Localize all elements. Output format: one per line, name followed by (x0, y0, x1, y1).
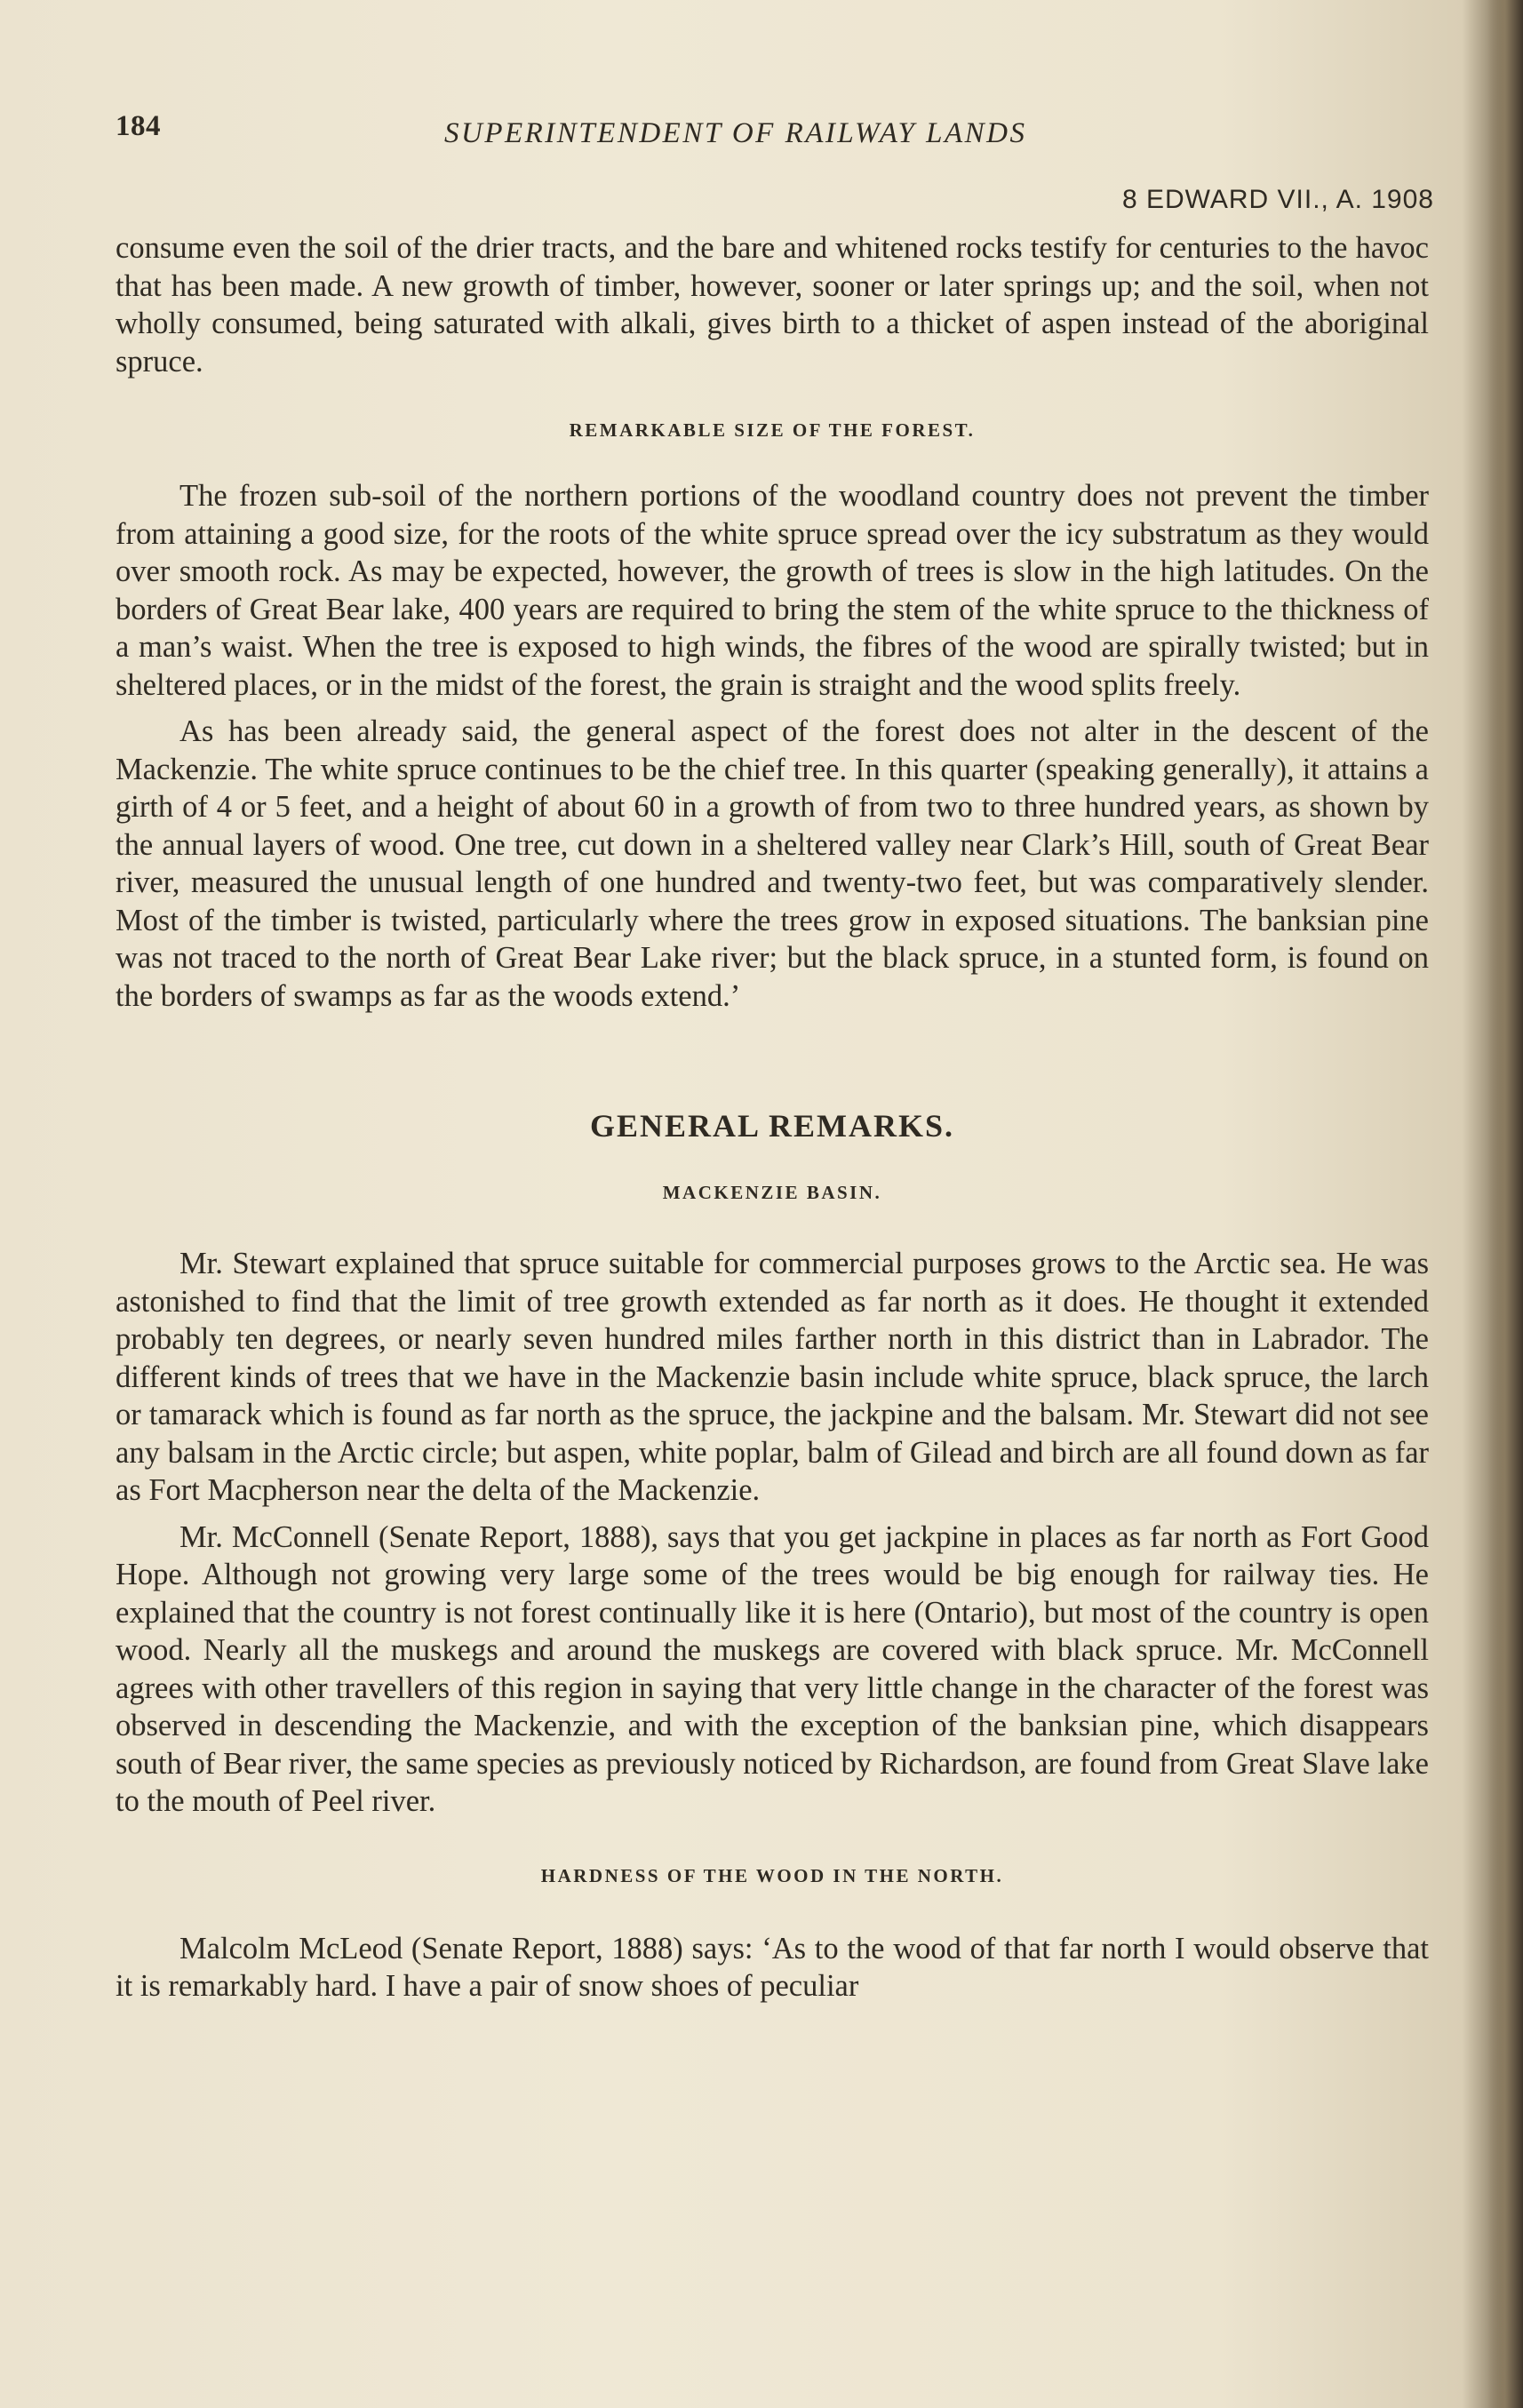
subheading-mackenzie-basin: MACKENZIE BASIN. (662, 1182, 882, 1203)
paragraph-aspen-growth: consume even the soil of the drier tracts, and the bare and whitened rocks testify for centuries to the havoc that has been made. A new growth of timber, however, sooner or later springs up; and the soil, when not wholly consumed, being saturated with alkali, gives birth to a thicket of aspen instead of the aboriginal spruce. (116, 231, 1429, 379)
running-title: SUPERINTENDENT OF RAILWAY LANDS (444, 117, 1027, 149)
section-heading-general-remarks: GENERAL REMARKS. (589, 1108, 955, 1144)
paragraph-stewart: Mr. Stewart explained that spruce suitable for commercial purposes grows to the Arctic sea. He was astonished to find that the limit of tree growth extended as far north as it does. He thought it extended probably ten degrees, or nearly seven hundred miles farther north in this district than in Labrador. The different kinds of trees that we have in the Mackenzie basin include white spruce, black spruce, the larch or tamarack which is found as far north as the spruce, the jackpine and the balsam. Mr. Stewart did not see any balsam in the Arctic circle; but aspen, white poplar, balm of Gilead and birch are all found down as far as Fort Macpherson near the delta of the Mackenzie. (116, 1247, 1429, 1507)
paragraph-mcleod: Malcolm McLeod (Senate Report, 1888) says: ‘As to the wood of that far north I would observe that it is remarkably hard. I have a pair of snow shoes of peculiar (116, 1931, 1429, 2003)
paragraph-frozen-subsoil: The frozen sub-soil of the northern portions of the woodland country does not prevent the timber from attaining a good size, for the roots of the white spruce spread over the icy substratum as they would over smooth rock. As may be expected, however, the growth of trees is slow in the high latitudes. On the borders of Great Bear lake, 400 years are required to bring the stem of the white spruce to the thickness of a man’s waist. When the tree is exposed to high winds, the fibres of the wood are spirally twisted; but in sheltered places, or in the midst of the forest, the grain is straight and the wood splits freely. (116, 479, 1429, 702)
page-number: 184 (116, 110, 161, 142)
subheading-hardness-of-wood: HARDNESS OF THE WOOD IN THE NORTH. (540, 1864, 1004, 1886)
book-spine-shadow (1487, 0, 1523, 2408)
session-reference: 8 EDWARD VII., A. 1908 (1121, 185, 1434, 214)
page-body (116, 229, 1429, 2005)
paragraph-white-spruce: As has been already said, the general aspect of the forest does not alter in the descent of the Mackenzie. The white spruce continues to be the chief tree. In this quarter (speaking generally), it attains a girth of 4 or 5 feet, and a height of about 60 in a growth of from two to three hundred years, as shown by the annual layers of wood. One tree, cut down in a sheltered valley near Clark’s Hill, south of Great Bear river, measured the unusual length of one hundred and twenty-two feet, but was comparatively slender. Most of the timber is twisted, particularly where the trees grow in exposed situations. The banksian pine was not traced to the north of Great Bear Lake river; but the black spruce, in a stunted form, is found on the borders of swamps as far as the woods extend.’ (116, 714, 1429, 1013)
section-heading-forest-size: REMARKABLE SIZE OF THE FOREST. (569, 419, 976, 441)
paragraph-mcconnell: Mr. McConnell (Senate Report, 1888), says that you get jackpine in places as far north as Fort Good Hope. Although not growing very large some of the trees would be big enough for railway ties. He explained that the country is not forest continually like it is here (Ontario), but most of the country is open wood. Nearly all the muskegs and around the muskegs are covered with black spruce. Mr. McConnell agrees with other travellers of this region in saying that very little change in the character of the forest was observed in descending the Mackenzie, and with the exception of the banksian pine, which disappears south of Bear river, the same species as previously noticed by Richardson, are found from Great Slave lake to the mouth of Peel river. (116, 1519, 1429, 1818)
page-header (116, 105, 1413, 158)
